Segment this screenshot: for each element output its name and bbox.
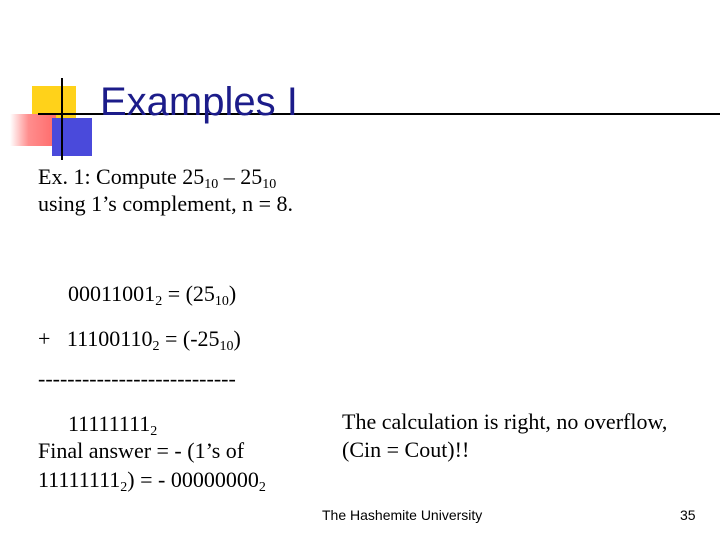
footer-institution: The Hashemite University: [322, 507, 483, 523]
note-line-1: The calculation is right, no overflow,: [342, 409, 668, 434]
calc-divider: ---------------------------: [38, 366, 236, 391]
decor-vertical-line: [61, 78, 63, 160]
decor-blue-square: [52, 118, 92, 156]
page-number: 35: [680, 507, 696, 523]
decor-red-square: [10, 114, 56, 146]
intro-line-1: Ex. 1: Compute $25_{10} - 25_{10}$: [38, 164, 277, 192]
calc-row-1: $00011001_2 = (25_{10})$: [68, 281, 237, 309]
final-answer-line-2: $11111111_2$) = - $00000000_2$: [38, 467, 266, 495]
final-answer-line-1: Final answer = - (1’s of: [38, 438, 245, 463]
calc-result: $11111111_2$: [68, 411, 158, 439]
slide-title: Examples I: [100, 80, 298, 124]
intro-line-2: using 1’s complement, n = 8.: [38, 191, 293, 216]
note-line-2: (Cin = Cout)!!: [342, 437, 470, 462]
calc-row-2: + $11100110_2 = (-25_{10})$: [38, 326, 241, 354]
